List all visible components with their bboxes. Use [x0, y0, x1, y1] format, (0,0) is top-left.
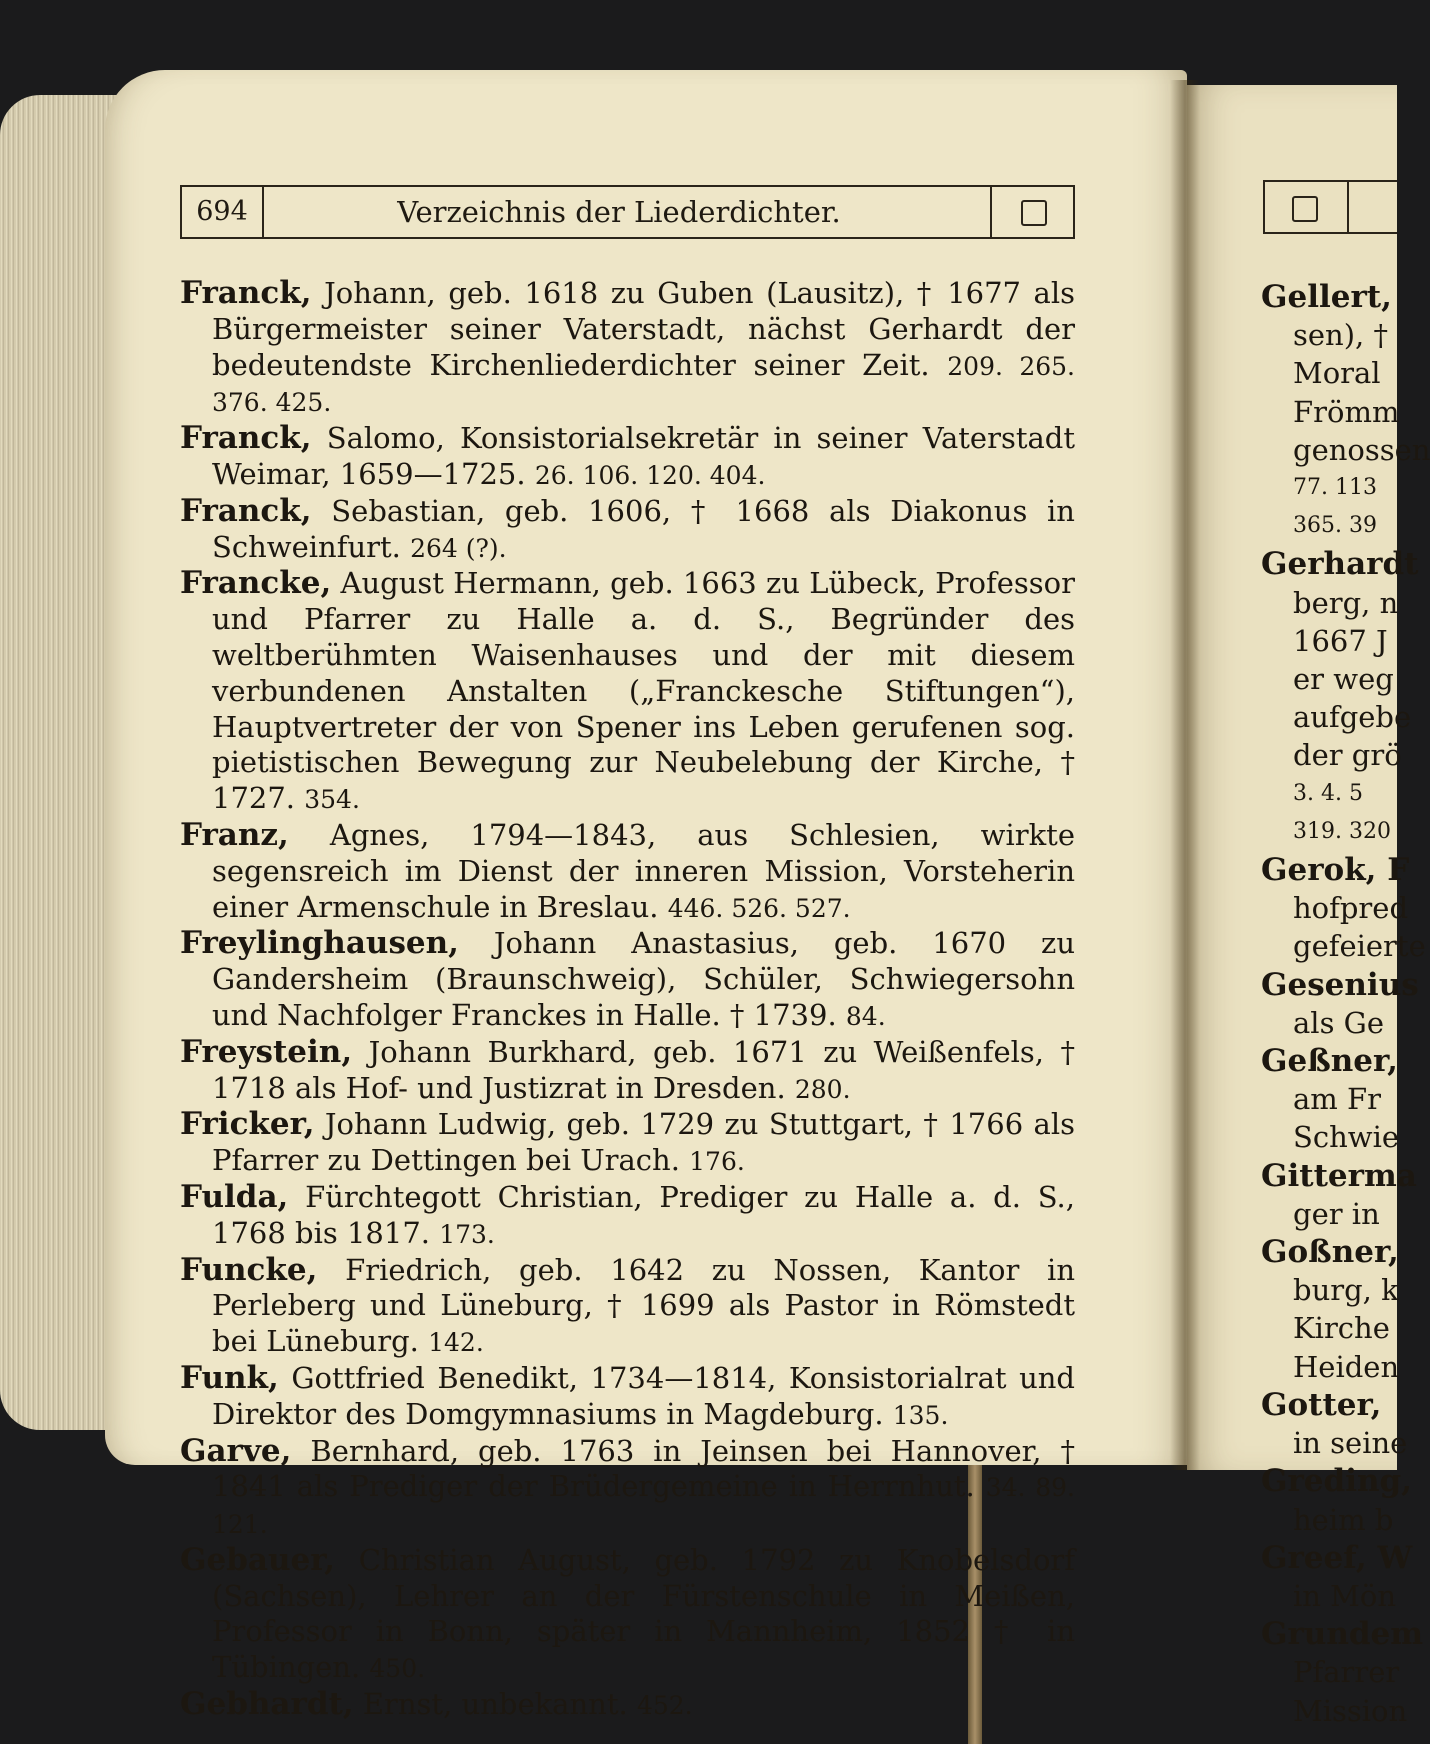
- right-entry-name: Gerok, F: [1261, 852, 1410, 889]
- entry-name: Francke,: [180, 565, 332, 602]
- right-entry-line: Moral: [1293, 356, 1381, 391]
- right-entry-line: Frömm: [1293, 394, 1400, 429]
- right-entry-line: sen), †: [1293, 318, 1388, 353]
- entry-hymn-numbers: 209. 265. 376. 425.: [212, 351, 1075, 418]
- entry-hymn-numbers: 173.: [439, 1219, 495, 1249]
- entry-name: Fricker,: [180, 1106, 315, 1143]
- entry-text: Bernhard, geb. 1763 in Jeinsen bei Hannover, † 1841 als Prediger der Brüdergemeine in Herrnhut.: [212, 1433, 1075, 1504]
- entry-name: Fulda,: [180, 1178, 289, 1215]
- right-entry-line: der grö: [1293, 738, 1402, 773]
- poet-index-list: [180, 276, 1075, 1724]
- entry-text: Ernst, unbekannt.: [353, 1687, 637, 1722]
- right-page-text: [1261, 278, 1430, 1730]
- right-entry-line: Pfarrer: [1293, 1655, 1400, 1690]
- entry-text: August Hermann, geb. 1663 zu Lübeck, Professor und Pfarrer zu Halle a. d. S., Begründer des weltberühmten Waisenhauses und der mit diesem verbundenen Anstalten („Franckesche Stiftungen“), Hauptvertreter der von Spener ins Leben gerufenen sog. pietistischen Bewegung zur Neubelebung der Kirche, † 1727.: [212, 566, 1075, 816]
- index-entry: [180, 1253, 1075, 1361]
- entry-hymn-numbers: 354.: [304, 785, 360, 815]
- index-entry: [180, 818, 1075, 926]
- index-entry: [180, 1361, 1075, 1434]
- entry-name: Funcke,: [180, 1251, 318, 1288]
- entry-text: Salomo, Konsistorialsekretär in seiner Vaterstadt Weimar, 1659—1725.: [212, 421, 1075, 491]
- entry-hymn-numbers: 446. 526. 527.: [667, 893, 851, 923]
- entry-hymn-numbers: 26. 106. 120. 404.: [534, 460, 766, 490]
- right-entry-name: Greef, W: [1261, 1539, 1413, 1576]
- index-entry: [180, 1035, 1075, 1108]
- entry-name: Freylinghausen,: [180, 925, 459, 962]
- entry-text: Johann Anastasius, geb. 1670 zu Gandersheim (Braunschweig), Schüler, Schwiegersohn und Nachfolger Franckes in Halle. † 1739.: [212, 926, 1075, 1032]
- right-entry-line: genossen: [1293, 432, 1430, 467]
- right-entry-line: heim b: [1293, 1502, 1394, 1537]
- entry-name: Funk,: [180, 1359, 279, 1396]
- entry-name: Franz,: [180, 816, 289, 853]
- index-entry: [180, 1687, 1075, 1724]
- entry-hymn-numbers: 452.: [636, 1691, 693, 1721]
- entry-hymn-numbers: 280.: [794, 1074, 851, 1104]
- square-ornament-icon: [1292, 196, 1318, 222]
- entry-name: Freystein,: [180, 1033, 353, 1070]
- right-entry-name: Gesenius: [1261, 966, 1419, 1003]
- entry-name: Gebauer,: [180, 1541, 336, 1578]
- right-entry-line: in Mön: [1293, 1578, 1397, 1613]
- right-entry-line: ger in: [1293, 1196, 1380, 1231]
- entry-text: Friedrich, geb. 1642 zu Nossen, Kantor in Perleberg und Lüneburg, † 1699 als Pastor in Römstedt bei Lüneburg.: [212, 1252, 1075, 1359]
- right-entry-line: 365. 39: [1293, 513, 1377, 539]
- right-entry-name: Grundem: [1261, 1616, 1424, 1653]
- entry-name: Garve,: [180, 1432, 292, 1469]
- right-entry-line: burg, k: [1293, 1273, 1399, 1308]
- right-entry-line: 77. 113: [1293, 475, 1377, 501]
- header-divider: [1347, 182, 1349, 232]
- right-entry-line: 319. 320: [1293, 818, 1391, 844]
- index-entry: [180, 566, 1075, 818]
- entry-name: Franck,: [180, 420, 312, 457]
- right-entry-line: als Ge: [1293, 1005, 1384, 1040]
- entry-hymn-numbers: 264 (?).: [410, 533, 507, 563]
- right-entry-name: Greding,: [1261, 1463, 1412, 1500]
- right-entry-line: am Fr: [1293, 1082, 1381, 1117]
- entry-name: Gebhardt,: [180, 1686, 354, 1723]
- entry-hymn-numbers: 142.: [428, 1328, 484, 1358]
- index-entry: [180, 1180, 1075, 1253]
- right-entry-line: Mission: [1293, 1693, 1408, 1728]
- right-entry-name: Gitterma: [1261, 1157, 1417, 1194]
- running-header: [180, 185, 1075, 239]
- right-entry-line: er weg: [1293, 662, 1394, 697]
- entry-name: Franck,: [180, 275, 312, 311]
- entry-text: Johann Burkhard, geb. 1671 zu Weißenfels, † 1718 als Hof- und Justizrat in Dresden.: [212, 1034, 1075, 1105]
- entry-hymn-numbers: 135.: [892, 1400, 949, 1430]
- entry-text: Sebastian, geb. 1606, † 1668 als Diakonus in Schweinfurt.: [212, 493, 1075, 564]
- entry-text: Agnes, 1794—1843, aus Schlesien, wirkte segensreich im Dienst der inneren Mission, Vorsteherin einer Armenschule in Breslau.: [212, 817, 1075, 924]
- running-title: Verzeichnis der Liederdichter.: [397, 195, 841, 229]
- entry-hymn-numbers: 84.: [845, 1001, 886, 1031]
- right-entry-line: hofpred: [1293, 891, 1409, 926]
- right-entry-line: in seine: [1293, 1426, 1408, 1461]
- index-entry: [180, 1543, 1075, 1687]
- right-entry-name: Gotter,: [1261, 1386, 1382, 1423]
- entry-hymn-numbers: 34. 89. 121.: [212, 1473, 1075, 1540]
- header-ornament-box: [990, 187, 1073, 237]
- entry-hymn-numbers: 450.: [369, 1654, 426, 1684]
- index-entry: [180, 926, 1075, 1034]
- index-entry: [180, 494, 1075, 567]
- right-entry-name: Gerhardt: [1261, 546, 1419, 583]
- entry-text: Johann Ludwig, geb. 1729 zu Stuttgart, † 1766 als Pfarrer zu Dettingen bei Urach.: [212, 1107, 1075, 1178]
- index-entry: [180, 421, 1075, 494]
- entry-name: Franck,: [180, 492, 312, 529]
- index-entry: [180, 1107, 1075, 1180]
- entry-text: Gottfried Benedikt, 1734—1814, Konsistorialrat und Direktor des Domgymnasiums in Magdeburg.: [212, 1360, 1075, 1431]
- page-number: 694: [182, 187, 264, 237]
- right-entry-line: Kirche: [1293, 1311, 1390, 1346]
- right-entry-name: Gellert,: [1261, 279, 1392, 315]
- right-entry-line: Heiden: [1293, 1349, 1400, 1384]
- entry-hymn-numbers: 176.: [689, 1147, 745, 1177]
- right-entry-line: 3. 4. 5: [1293, 780, 1363, 806]
- entry-text: Fürchtegott Christian, Prediger zu Halle a. d. S., 1768 bis 1817.: [212, 1179, 1075, 1250]
- index-entry: [180, 1434, 1075, 1543]
- right-entry-line: berg, n: [1293, 585, 1399, 620]
- square-ornament-icon: [1021, 200, 1047, 226]
- index-entry: [180, 276, 1075, 421]
- right-running-header: [1263, 180, 1397, 234]
- right-entry-line: Schwie: [1293, 1120, 1400, 1155]
- entry-text: Christian August, geb. 1792 zu Knobelsdorf (Sachsen), Lehrer an der Fürstenschule in Meißen, Professor in Bonn, später in Mannheim, 1852 † in Tübingen.: [212, 1542, 1075, 1685]
- right-entry-name: Goßner,: [1261, 1234, 1399, 1271]
- right-entry-line: gefeierte: [1293, 929, 1426, 964]
- book-gutter: [1170, 80, 1200, 1470]
- right-entry-line: aufgebe: [1293, 700, 1412, 735]
- right-entry-name: Geßner,: [1261, 1043, 1398, 1080]
- right-entry-line: 1667 J: [1293, 623, 1388, 658]
- entry-text: Johann, geb. 1618 zu Guben (Lausitz), † 1677 als Bürgermeister seiner Vaterstadt, nächst Gerhardt der bedeutendste Kirchenliederdichter seiner Zeit.: [212, 276, 1075, 382]
